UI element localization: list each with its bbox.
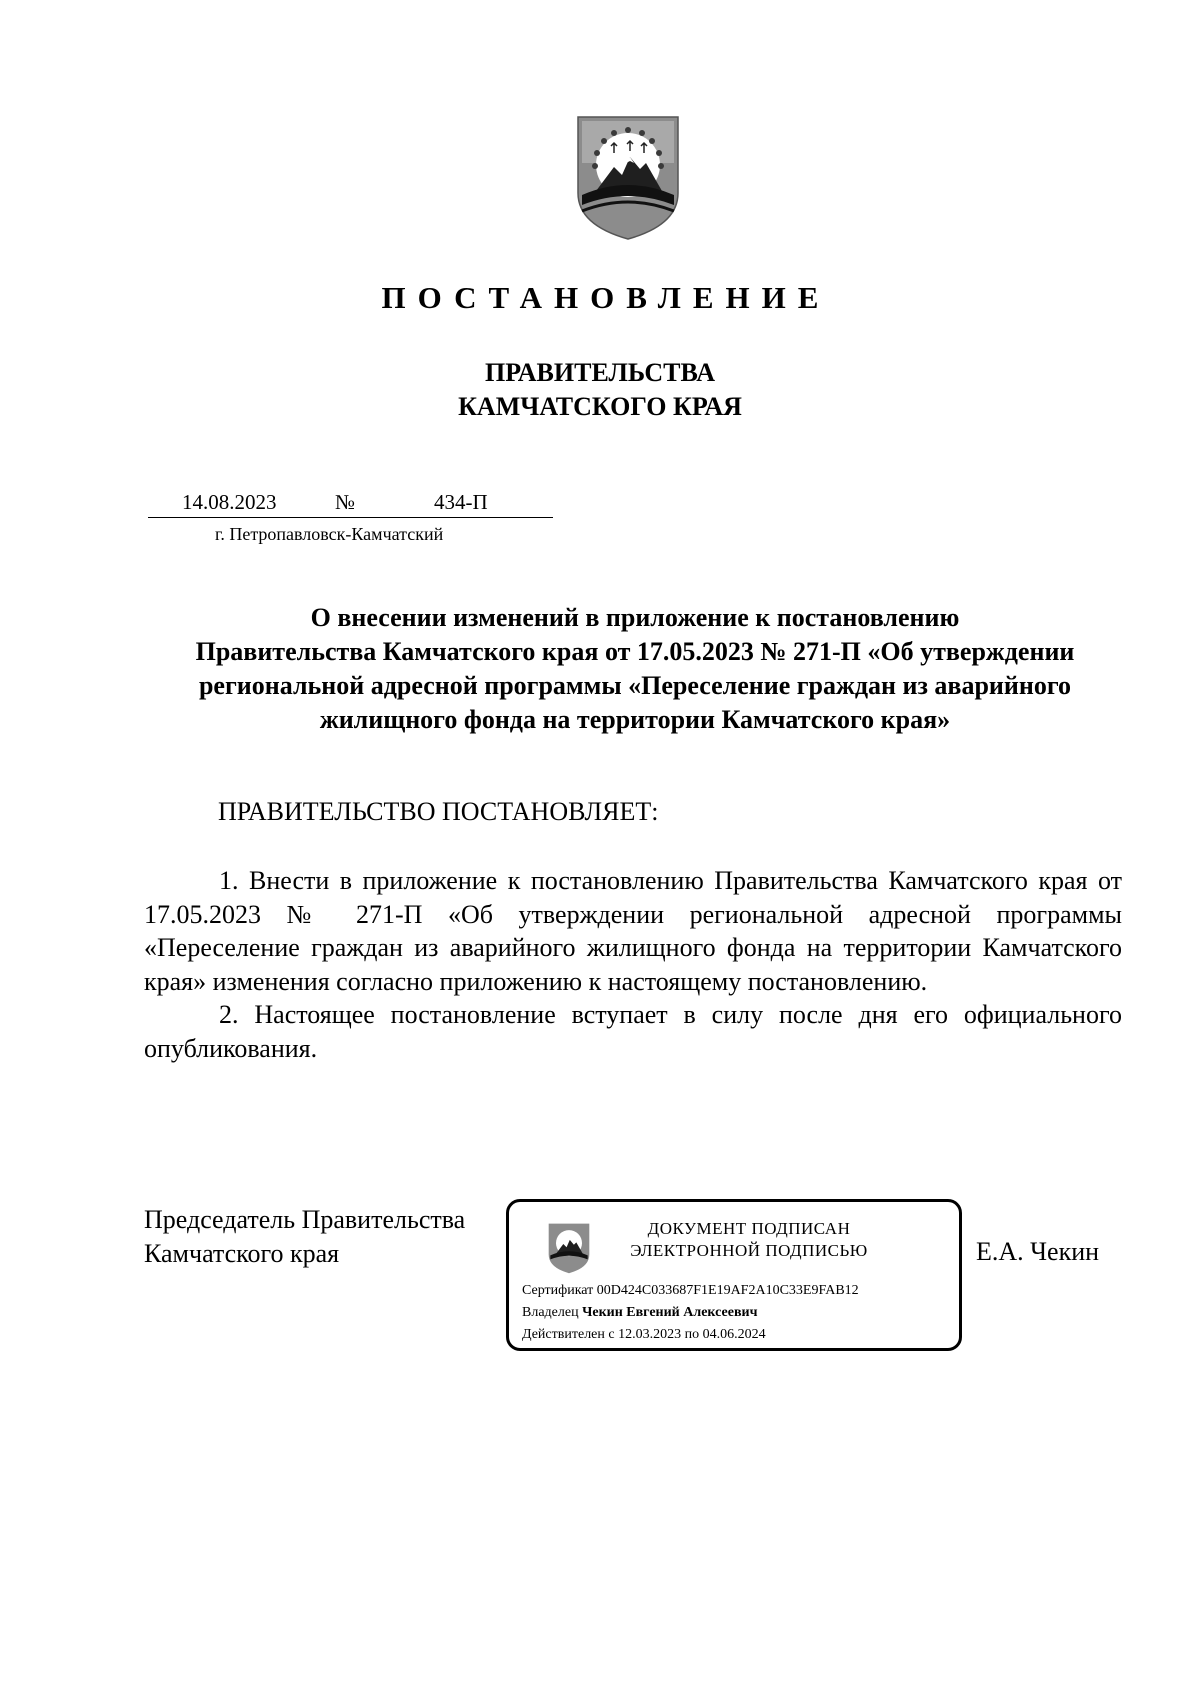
electronic-signature-stamp bbox=[506, 1199, 962, 1351]
document-city: г. Петропавловск-Камчатский bbox=[215, 524, 444, 544]
valid-to-label: по bbox=[684, 1327, 700, 1342]
owner-label: Владелец bbox=[522, 1305, 579, 1320]
kamchatka-coat-of-arms-icon bbox=[574, 113, 682, 241]
certificate-value: 00D424C033687F1E19AF2A10C33E9FAB12 bbox=[596, 1283, 859, 1298]
body-item-2: 2. Настоящее постановление вступает в силу после дня его официального опубликования. bbox=[144, 1000, 1122, 1063]
registration-line bbox=[148, 490, 553, 520]
subject-line: региональной адресной программы «Переселение граждан из аварийного bbox=[198, 671, 1072, 700]
document-subject bbox=[140, 601, 1130, 737]
document-date: 14.08.2023 bbox=[182, 490, 277, 514]
valid-label: Действителен с bbox=[522, 1327, 615, 1342]
valid-to: 04.06.2024 bbox=[702, 1327, 766, 1342]
issuing-body-line1: ПРАВИТЕЛЬСТВА bbox=[485, 358, 715, 387]
body-item-1: 1. Внести в приложение к постановлению Правительства Камчатского края от 17.05.2023 № 271-П «Об утверждении региональной адресной программы «Переселение граждан из аварийного жилищного фонда на территории Камчатского края» изменения согласно приложению к настоящему постановлению. bbox=[144, 866, 1122, 996]
subject-line: О внесении изменений в приложение к постановлению bbox=[310, 603, 960, 632]
signer-title bbox=[144, 1203, 465, 1271]
number-sign: № bbox=[335, 490, 356, 514]
stamp-owner bbox=[522, 1305, 757, 1321]
certificate-label: Сертификат bbox=[522, 1283, 594, 1298]
decree-statement: ПРАВИТЕЛЬСТВО ПОСТАНОВЛЯЕТ: bbox=[218, 797, 659, 826]
issuing-body-line2: КАМЧАТСКОГО КРАЯ bbox=[458, 392, 742, 421]
stamp-certificate bbox=[522, 1283, 859, 1299]
stamp-heading bbox=[609, 1218, 889, 1262]
document-number: 434-П bbox=[434, 490, 488, 514]
signer-title-line1: Председатель Правительства bbox=[144, 1205, 466, 1234]
subject-line: жилищного фонда на территории Камчатского края» bbox=[319, 705, 951, 734]
signer-name: Е.А. Чекин bbox=[976, 1237, 1100, 1266]
issuing-body bbox=[0, 356, 1200, 424]
valid-from: 12.03.2023 bbox=[618, 1327, 682, 1342]
signer-title-line2: Камчатского края bbox=[144, 1239, 340, 1268]
document-body bbox=[144, 864, 1122, 1065]
document-type-heading: ПОСТАНОВЛЕНИЕ bbox=[381, 280, 831, 315]
subject-line: Правительства Камчатского края от 17.05.2023 № 271-П «Об утверждении bbox=[195, 637, 1075, 666]
stamp-heading-line2: ЭЛЕКТРОННОЙ ПОДПИСЬЮ bbox=[630, 1241, 868, 1260]
stamp-validity bbox=[522, 1327, 766, 1343]
stamp-heading-line1: ДОКУМЕНТ ПОДПИСАН bbox=[647, 1219, 851, 1238]
registration-underline bbox=[148, 517, 553, 518]
owner-value: Чекин Евгений Алексеевич bbox=[582, 1305, 758, 1320]
kamchatka-coat-of-arms-icon bbox=[547, 1222, 591, 1274]
